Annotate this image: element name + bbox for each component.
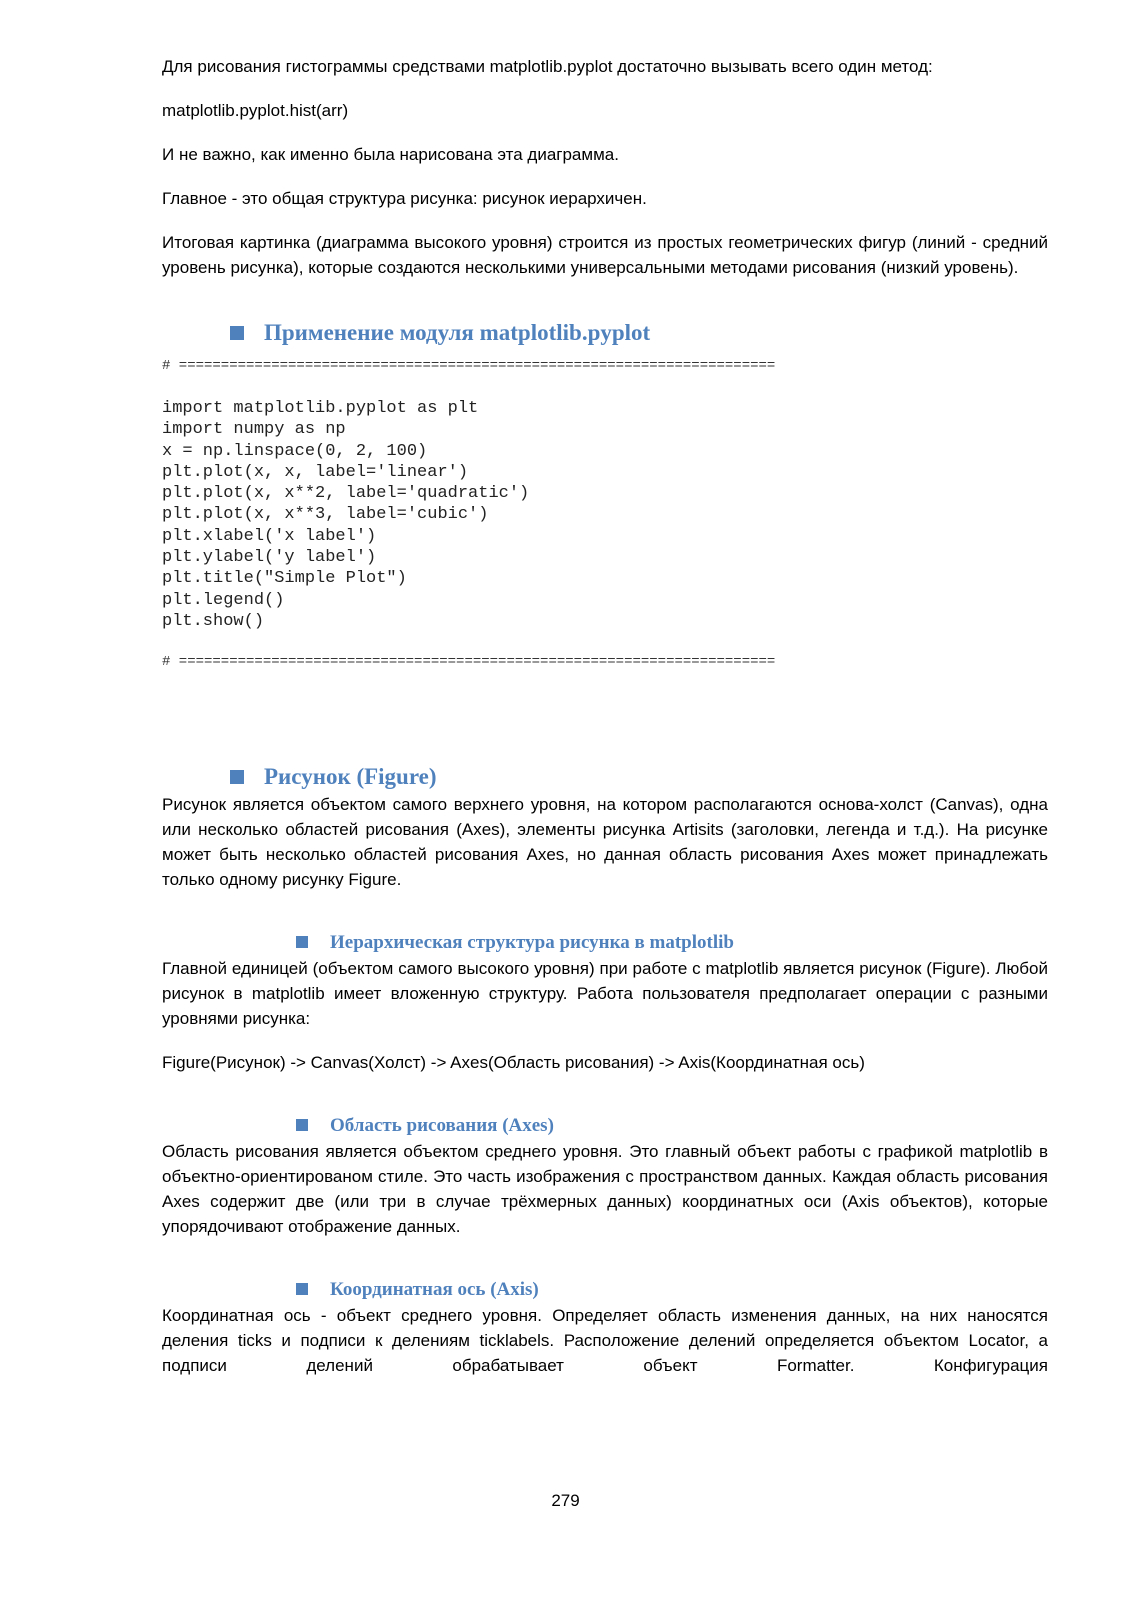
- heading-hierarchy: [162, 930, 1048, 956]
- heading-axis: [162, 1277, 1048, 1303]
- paragraph-main-structure: Главное - это общая структура рисунка: рисунок иерархичен.: [162, 189, 647, 208]
- paragraph-hierarchy: Главной единицей (объектом самого высокого уровня) при работе с matplotlib является рисунок (Figure). Любой рисунок в matplotlib имеет вложенную структуру. Работа пользователя предполагает операции с разными уровнями рисунка:: [162, 959, 1048, 1029]
- heading-hierarchy-text: Иерархическая структура рисунка в matplotlib: [330, 932, 734, 954]
- code-block: import matplotlib.pyplot as plt import numpy as np x = np.linspace(0, 2, 100) plt.plot(x, x, label='linear') plt.plot(x, x**2, label='quadratic') plt.plot(x, x**3, label='cubic') plt.xlabel('x label') plt.ylabel('y label') plt.title("Simple Plot") plt.legend() plt.show(): [162, 399, 530, 631]
- square-bullet-icon: [296, 1119, 308, 1131]
- heading-axes-text: Область рисования (Axes): [330, 1115, 554, 1137]
- page-content: [162, 54, 1048, 1378]
- paragraph-axes: Область рисования является объектом среднего уровня. Это главный объект работы с графикой matplotlib в объектно-ориентированом стиле. Это часть изображения с пространством данных. Каждая область рисования Axes содержит две (или три в случае трёхмерных данных) координатных оси (Axis объектов), которые упорядочивают отображение данных.: [162, 1142, 1048, 1237]
- square-bullet-icon: [230, 326, 244, 340]
- heading-pyplot-usage: [162, 318, 1048, 348]
- square-bullet-icon: [296, 936, 308, 948]
- heading-figure: [162, 762, 1048, 792]
- code-separator-top: # =======================================================================: [162, 358, 776, 374]
- square-bullet-icon: [296, 1283, 308, 1295]
- code-separator-bottom: # =======================================================================: [162, 654, 776, 671]
- square-bullet-icon: [230, 770, 244, 784]
- paragraph-hist-intro: Для рисования гистограммы средствами matplotlib.pyplot достаточно вызывать всего один метод:: [162, 57, 933, 76]
- heading-pyplot-usage-text: Применение модуля matplotlib.pyplot: [264, 320, 651, 345]
- heading-axes: [162, 1113, 1048, 1139]
- paragraph-figure: Рисунок является объектом самого верхнего уровня, на котором располагаются основа-холст (Canvas), одна или несколько областей рисования (Axes), элементы рисунка Artisits (заголовки, легенда и т.д.). На рисунке может быть несколько областей рисования Axes, но данная область рисования Axes может принадлежать только одному рисунку Figure.: [162, 795, 1048, 890]
- paragraph-not-important: И не важно, как именно была нарисована эта диаграмма.: [162, 145, 619, 164]
- paragraph-axis: Координатная ось - объект среднего уровня. Определяет область изменения данных, на них наносятся деления ticks и подписи к делениям ticklabels. Расположение делений определяется объектом Locator, а подписи делений обрабатывает объект Formatter. Конфигурация: [162, 1306, 1048, 1376]
- heading-axis-text: Координатная ось (Axis): [330, 1279, 539, 1301]
- paragraph-final-picture: Итоговая картинка (диаграмма высокого уровня) строится из простых геометрических фигур (линий - средний уровень рисунка), которые создаются несколькими универсальными методами рисования (низкий уровень).: [162, 233, 1048, 277]
- page-number: 279: [551, 1491, 580, 1510]
- heading-figure-text: Рисунок (Figure): [264, 764, 437, 790]
- paragraph-hierarchy-chain: Figure(Рисунок) -> Canvas(Холст) -> Axes(Область рисования) -> Axis(Координатная ось): [162, 1053, 865, 1073]
- paragraph-hist-call: matplotlib.pyplot.hist(arr): [162, 101, 349, 120]
